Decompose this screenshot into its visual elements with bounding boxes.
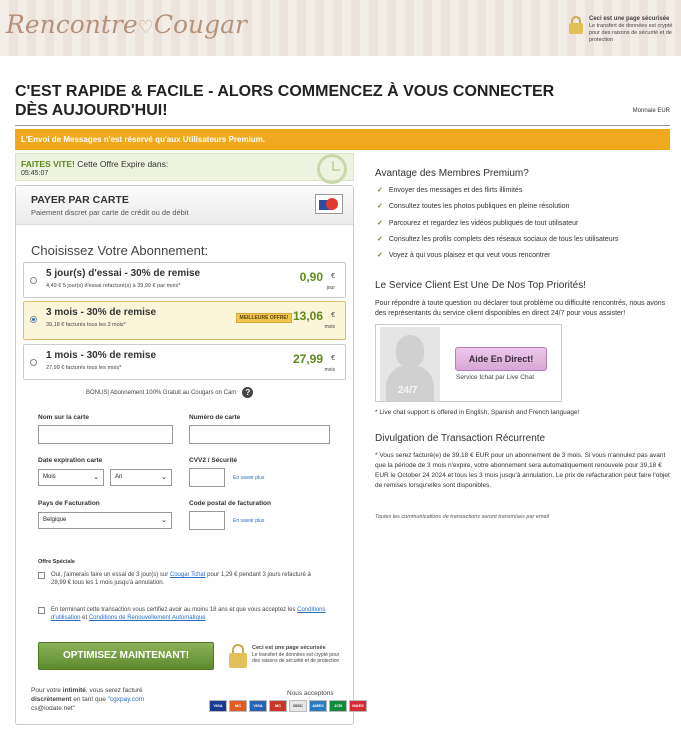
- disclosure-text: * Vous serez facturé(e) de 39,18 € EUR pour un abonnement de 3 mois. Si vous n'annulez pas avant que la période de 3 mois n'expire, votre abonnement sera automatiquement renouvelé pour 39,18 € EUR le October 24 2024 et tous les 3 mois jusqu'à annulation. Le prix de refacturation peut faire l'objet de remises lorsqu'elles sont disponibles.: [375, 452, 670, 489]
- card-number-input[interactable]: [189, 425, 330, 444]
- checkmark-icon: ✓: [377, 220, 383, 227]
- secure-notice: Ceci est une page sécurisée Le transfert de données est crypté pour des raisons de sécurité et de protection: [569, 16, 675, 44]
- submit-button[interactable]: OPTIMISEZ MAINTENANT!: [38, 642, 214, 670]
- plan-option-trial[interactable]: 5 jour(s) d'essai - 30% de remise 4,49 € 5 jour(s) d'essai refacturé(s) à 39,99 € par mois* 0,90 € jour: [23, 262, 346, 298]
- heart-icon: ♡: [137, 17, 154, 38]
- plan-radio[interactable]: [30, 359, 37, 366]
- chevron-down-icon: ⌄: [161, 517, 167, 524]
- live-chat-subtitle: Service tchat par Live Chat: [456, 374, 535, 381]
- benefit-item: ✓ Voyez à qui vous plaisez et qui veut vous rencontrer: [377, 252, 551, 259]
- card-name-label: Nom sur la carte: [38, 414, 89, 421]
- benefit-item: ✓ Parcourez et regardez les vidéos publiques de tout utilisateur: [377, 220, 579, 227]
- postal-input[interactable]: [189, 511, 225, 530]
- benefit-item: ✓ Consultez toutes les photos publiques en pleine résolution: [377, 203, 570, 210]
- special-offer-checkbox[interactable]: [38, 572, 45, 579]
- choose-plan-label: Choisissez Votre Abonnement:: [31, 243, 209, 258]
- benefit-item: ✓ Consultez les profils complets des réseaux sociaux de tous les utilisateurs: [377, 236, 619, 243]
- billing-discretion-text: Pour votre intimité, vous serez facturé discrètement en tant que "cgxpay.com cs@iodate.net": [31, 687, 145, 712]
- terms-of-use-link[interactable]: Conditions d'utilisation: [51, 607, 326, 621]
- chevron-down-icon: ⌄: [161, 474, 167, 481]
- cougar-tchat-link[interactable]: Cougar Tchat: [169, 572, 206, 578]
- clock-icon: [317, 154, 347, 184]
- benefit-item: ✓ Envoyer des messages et des flirts illimités: [377, 187, 523, 194]
- disclosure-small-text: Toutes les communications de transactions seront transmises par email: [375, 514, 550, 520]
- countdown: 05:45:07: [21, 170, 49, 177]
- best-offer-badge: MEILLEURE OFFRE!: [236, 313, 292, 323]
- live-chat-note: * Live chat support is offered in English, Spanish and French language!: [375, 409, 580, 416]
- header: [0, 0, 681, 56]
- expiry-year-select[interactable]: An ⌄: [110, 469, 172, 486]
- divider: [15, 125, 670, 126]
- premium-notice: L'Envoi de Messages n'est réservé qu'aux Utilisateurs Premium.: [15, 129, 670, 150]
- benefits-title: Avantage des Membres Premium?: [375, 168, 529, 179]
- bonus-text: BONUS| Abonnement 100% Gratuit au Cougars on Cam ?: [86, 387, 253, 398]
- page-title: C'EST RAPIDE & FACILE - ALORS COMMENCEZ À VOUS CONNECTER DÈS AUJOURD'HUI!: [15, 83, 555, 119]
- card-number-label: Numéro de carte: [189, 414, 241, 421]
- special-offer-text: Oui, j'aimerais faire un essai de 3 jour(s) sur Cougar Tchat pour 1,29 € pendant 3 jours refacturé à 28,99 € tous les 1 mois jusqu'à annulation.: [51, 572, 311, 586]
- terms-text: En terminant cette transaction vous certifiez avoir au moins 18 ans et que vous acceptez les Conditions d'utilisation et Conditions de Renouvellement Automatique: [51, 607, 326, 621]
- cvv-label: CVV2 / Sécurité: [189, 457, 238, 464]
- padlock-icon: [229, 644, 247, 668]
- secure-page-notice: Ceci est une page sécurisée Le transfert de données est crypté pour des raisons de sécurité et de protection: [252, 645, 340, 664]
- postal-help-link[interactable]: En savoir plus: [233, 518, 265, 524]
- auto-renewal-terms-link[interactable]: Conditions de Renouvellement Automatique: [88, 615, 206, 621]
- mastercard-debit-icon: MC: [269, 700, 287, 712]
- maestro-icon: MAES: [349, 700, 367, 712]
- special-offer-title: Offre Spéciale: [38, 559, 75, 565]
- jcb-icon: JCB: [329, 700, 347, 712]
- plan-option-3-months[interactable]: 3 mois - 30% de remise 39,18 € facturés tous les 3 mois* MEILLEURE OFFRE! 13,06 € mois: [23, 301, 346, 340]
- expiry-month-select[interactable]: Mois ⌄: [38, 469, 104, 486]
- cvv-input[interactable]: [189, 468, 225, 487]
- checkmark-icon: ✓: [377, 252, 383, 259]
- credit-card-icon: [315, 194, 343, 214]
- postal-label: Code postal de facturation: [189, 500, 271, 507]
- discover-icon: DISC: [289, 700, 307, 712]
- expiry-label: Date expiration carte: [38, 457, 103, 464]
- plan-radio[interactable]: [30, 316, 37, 323]
- service-text: Pour répondre à toute question ou déclarer tout problème ou difficulté rencontrés, nous avons des représentants du service client disponibles en direct 24/7 pour vous assister!: [375, 300, 666, 317]
- payment-card: [15, 185, 364, 725]
- currency-label: Monnaie EUR: [632, 108, 670, 114]
- payment-header: PAYER PAR CARTE Paiement discret par carte de crédit ou de débit: [16, 186, 353, 225]
- terms-checkbox[interactable]: [38, 607, 45, 614]
- accepted-cards-label: Nous acceptons: [287, 690, 334, 697]
- disclosure-title: Divulgation de Transaction Récurrente: [375, 433, 546, 444]
- billing-descriptor-link[interactable]: "cgxpay.com: [107, 696, 145, 703]
- service-title: Le Service Client Est Une De Nos Top Priorités!: [375, 280, 587, 291]
- plan-option-1-month[interactable]: 1 mois - 30% de remise 27,99 € facturés tous les mois* 27,99 € mois: [23, 344, 346, 380]
- padlock-icon: [569, 16, 583, 34]
- country-select[interactable]: Belgique ⌄: [38, 512, 172, 529]
- visa-electron-icon: VISA: [249, 700, 267, 712]
- amex-icon: AMEX: [309, 700, 327, 712]
- live-chat-button[interactable]: Aide En Direct!: [455, 347, 547, 371]
- country-label: Pays de Facturation: [38, 500, 100, 507]
- live-chat-box: [375, 324, 562, 402]
- card-name-input[interactable]: [38, 425, 173, 444]
- logo[interactable]: Rencontre♡Cougar: [6, 10, 247, 39]
- mastercard-icon: MC: [229, 700, 247, 712]
- chevron-down-icon: ⌄: [93, 474, 99, 481]
- plan-radio[interactable]: [30, 277, 37, 284]
- help-icon[interactable]: ?: [242, 387, 253, 398]
- checkmark-icon: ✓: [377, 236, 383, 243]
- support-agent-icon: 24/7: [380, 327, 440, 401]
- card-brand-logos: [209, 700, 367, 712]
- cvv-help-link[interactable]: En savoir plus: [233, 475, 265, 481]
- offer-timer: FAITES VITE! Cette Offre Expire dans: 05:45:07: [15, 153, 354, 181]
- checkmark-icon: ✓: [377, 187, 383, 194]
- checkmark-icon: ✓: [377, 203, 383, 210]
- visa-icon: VISA: [209, 700, 227, 712]
